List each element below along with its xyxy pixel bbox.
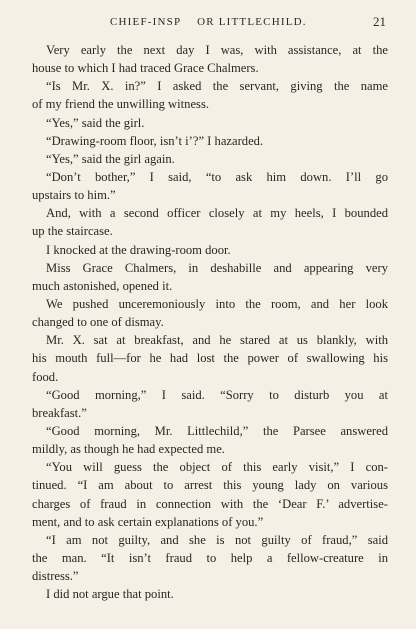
text-line: Very early the next day I was, with assistance, at the — [46, 43, 388, 57]
text-line: up the staircase. — [32, 224, 113, 239]
text-line: Mr. X. sat at breakfast, and he stared at us blankly, with — [46, 333, 388, 348]
text-line: much astonished, opened it. — [32, 278, 173, 293]
text-line: We pushed unceremoniously into the room, and her look — [46, 296, 388, 311]
text-line: “Yes,” said the girl. — [46, 115, 145, 130]
text-line: “Is Mr. X. in?” I asked the servant, giving the name — [46, 79, 388, 94]
text-line: “Don’t bother,” I said, “to ask him down. I’ll go — [46, 169, 388, 184]
text-line: house to which I had traced Grace Chalmers. — [32, 61, 259, 76]
text-line: changed to one of dismay. — [32, 315, 164, 330]
body-text — [32, 41, 388, 603]
text-line: “I am not guilty, and she is not guilty of fraud,” said — [46, 532, 388, 547]
text-line: And, with a second officer closely at my heels, I bounded — [46, 206, 388, 221]
text-line: his mouth full—for he had lost the power of swallowing his — [32, 351, 388, 366]
text-line: ment, and to ask certain explanations of you.” — [32, 514, 264, 529]
text-line: charges of fraud in connection with the ‘Dear F.’ advertise- — [32, 496, 388, 511]
text-line: mildly, as though he had expected me. — [32, 442, 225, 457]
text-line: “Drawing-room floor, isn’t i’?” I hazarded. — [46, 133, 264, 148]
text-line: tinued. “I am about to arrest this young lady on various — [32, 478, 388, 493]
text-line: Miss Grace Chalmers, in deshabille and appearing very — [46, 260, 388, 275]
running-title: CHIEF-INSP OR LITTLECHILD. — [110, 16, 307, 28]
text-line: “Yes,” said the girl again. — [46, 151, 175, 166]
text-line: “Good morning, Mr. Littlechild,” the Parsee answered — [46, 423, 388, 438]
text-line: the man. “It isn’t fraud to help a fellow-creature in — [32, 550, 388, 565]
text-line: “You will guess the object of this early visit,” I con- — [46, 460, 388, 475]
text-line: distress.” — [32, 569, 79, 584]
text-line: I knocked at the drawing-room door. — [46, 242, 231, 257]
text-line: breakfast.” — [32, 405, 87, 420]
text-line: I did not argue that point. — [46, 587, 174, 602]
text-line: “Good morning,” I said. “Sorry to disturb you at — [46, 387, 388, 402]
text-line: food. — [32, 369, 59, 384]
text-line: of my friend the unwilling witness. — [32, 97, 209, 112]
page-number: 21 — [373, 14, 386, 29]
text-line: upstairs to him.” — [32, 188, 116, 203]
